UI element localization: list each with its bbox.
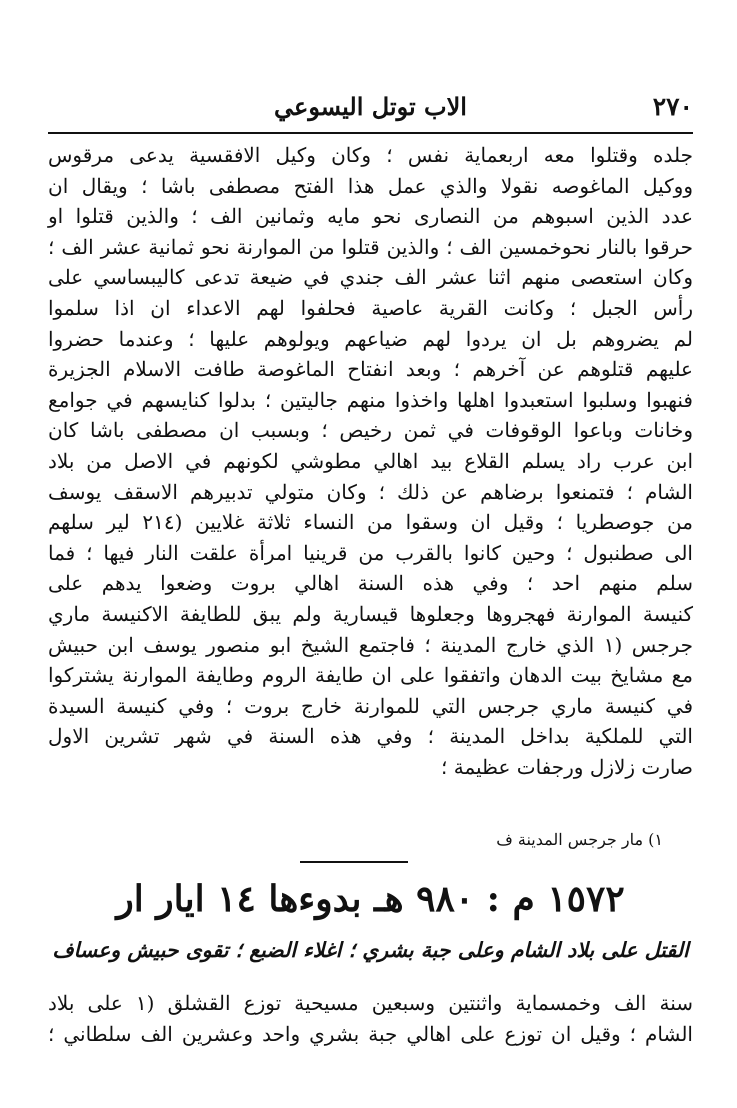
body-line: سلم منهم احد ؛ وفي هذه السنة اهالي بروت وضعوا يدهم على	[48, 571, 693, 596]
body-line: جلده وقتلوا معه اربعماية نفس ؛ وكان وكيل الافقسية يدعى مرقوس	[48, 143, 693, 167]
footnote: ١) مار جرجس المدينة ف	[496, 830, 663, 849]
body-line: مع مشايخ بيت الدهان واتفقوا على ان طايفة الروم وطايفة الموارنة يشتركوا	[48, 663, 693, 688]
body-line: ووكيل الماغوصه نقولا والذي عمل هذا الفتح مصطفى باشا ؛ ويقال ان	[48, 173, 693, 198]
body-line: في كنيسة ماري جرجس التي للموارنة خارج بروت ؛ وفي كنيسة السيدة	[48, 693, 693, 718]
body-line: الشام ؛ فتمنعوا برضاهم عن ذلك ؛ وكان متولي تدبيرهم الاسقف يوسف	[48, 479, 693, 504]
section-subtitle: القتل على بلاد الشام وعلى جبة بشري ؛ اغلاء الضبع ؛ تقوى حبيش وعساف	[52, 938, 689, 962]
body-line: التي للملكية بداخل المدينة ؛ وفي هذه السنة في شهر تشرين الاول	[48, 724, 693, 749]
section-line: سنة الف وخمسماية واثنتين وسبعين مسيحية توزع القشلق (١ على بلاد	[48, 991, 693, 1015]
header-rule	[48, 132, 693, 134]
section-heading: ١٥٧٢ م : ٩٨٠ هـ بدوءها ١٤ ايار ار	[116, 878, 625, 920]
section-text	[48, 988, 693, 1050]
body-line: صارت زلازل ورجفات عظيمة ؛	[441, 754, 693, 779]
body-line: لم يضروهم بل ان يردوا لهم ضياعهم ويولوهم عليها ؛ وعندما حضروا	[48, 326, 693, 351]
section-divider	[300, 861, 408, 863]
body-text	[48, 140, 693, 782]
body-line: عدد الذين اسبوهم من النصارى نحو مايه وثمانين الف ؛ والذين قتلوا او	[48, 204, 693, 229]
body-line: كنيسة الموارنة فهجروها وجعلوها قيسارية ولم يبق للطايفة الاكنيسة ماري	[48, 601, 694, 626]
body-line: وخانات وباعوا الوقوفات في ثمن رخيص ؛ وبسبب ان مصطفى باشا كان	[48, 418, 693, 443]
running-title: الاب توتل اليسوعي	[274, 92, 467, 121]
body-line: فنهبوا وسلبوا استعبدوا اهلها واخذوا منهم جاليتين ؛ بدلوا كنايسهم في جوامع	[48, 387, 693, 412]
body-line: حرقوا بالنار نحوخمسين الف ؛ والذين قتلوا من الموارنة نحو ثمانية عشر الف ؛	[48, 234, 693, 259]
page-header	[48, 90, 693, 130]
body-line: رأس الجبل ؛ وكانت القرية عاصية فحلفوا لهم الاعداء ان اذا سلموا	[48, 295, 693, 320]
page-number: ٢٧٠	[652, 92, 693, 121]
body-line: جرجس (١ الذي خارج المدينة ؛ فاجتمع الشيخ ابو منصور يوسف ابن حبيش	[48, 632, 694, 657]
body-line: من جوصطريا ؛ وقيل ان وسقوا من النساء ثلاثة غلايين (٢١٤ لير سلهم	[48, 510, 693, 535]
body-line: الى صطنبول ؛ وحين كانوا بالقرب من قرينيا امرأة علقت النار فيها ؛ فما	[48, 540, 693, 565]
body-line: عليهم قتلوهم عن آخرهم ؛ وبعد انفتاح الماغوصة طافت الاسلام الجزيرة	[48, 357, 693, 382]
section-line: الشام ؛ وقيل ان توزع على اهالي جبة بشري واحد وعشرين الف سلطاني ؛	[48, 1022, 693, 1046]
body-line: ابن عرب راد يسلم القلاع بيد اهالي مطوشي لكونهم في الاصل من بلاد	[48, 448, 693, 473]
body-line: وكان استعصى منهم اثنا عشر الف جندي في ضيعة تدعى كاليبساسي على	[48, 265, 693, 290]
